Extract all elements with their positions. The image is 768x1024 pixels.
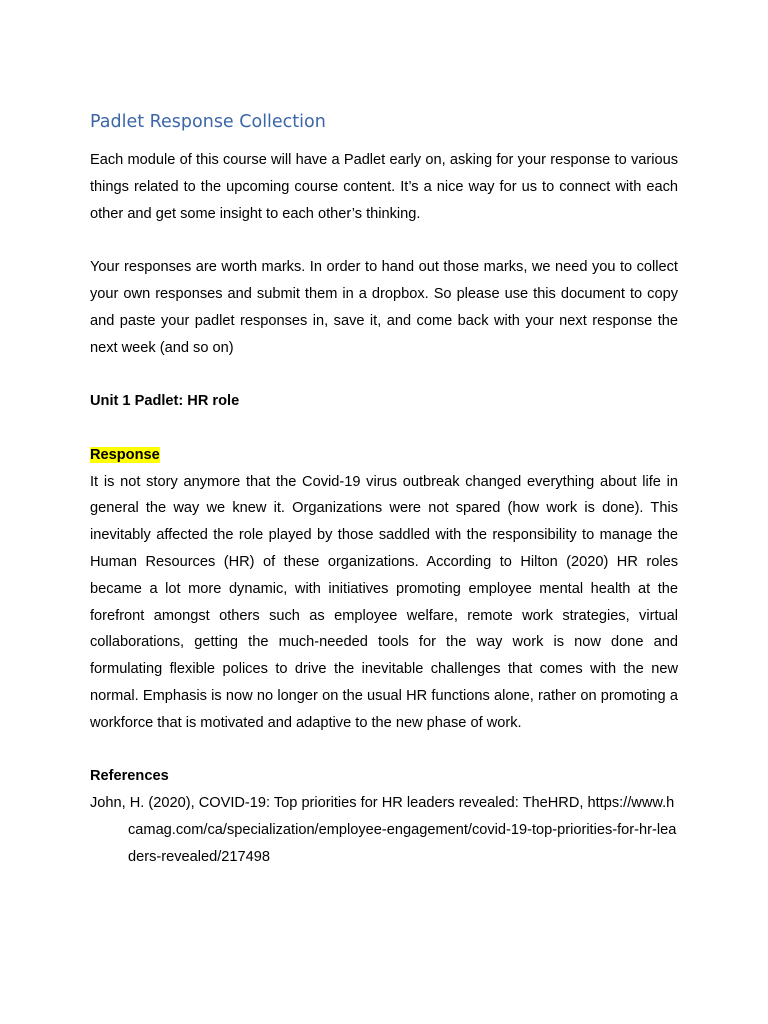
document-body — [90, 108, 678, 871]
response-heading-line — [90, 442, 678, 469]
document-title: Padlet Response Collection — [90, 112, 326, 132]
response-text: It is not story anymore that the Covid-19 virus outbreak changed everything about life in general the way we knew it. Organizations were not spared (how work is done). This inevitably affected the role played by those saddled with the responsibility to manage the Human Resources (HR) of these organizations. According to Hilton (2020) HR roles became a lot more dynamic, with initiatives promoting employee mental health at the forefront amongst others such as employee welfare, remote work strategies, virtual collaborations, getting the much-needed tools for the way work is now done and formulating flexible polices to drive the inevitable challenges that comes with the new normal. Emphasis is now no longer on the usual HR functions alone, rather on promoting a workforce that is motivated and adaptive to the new phase of work. — [90, 473, 678, 731]
reference-citation: John, H. (2020), COVID-19: Top priorities for HR leaders revealed: TheHRD, — [90, 795, 584, 812]
reference-entry — [90, 790, 678, 870]
references-heading: References — [90, 768, 169, 785]
intro-paragraph-2: Your responses are worth marks. In order to hand out those marks, we need you to collect your own responses and submit them in a dropbox. So please use this document to copy and paste your padlet responses in, save it, and come back with your next response the next week (and so on) — [90, 259, 678, 356]
intro-paragraph-1: Each module of this course will have a Padlet early on, asking for your response to various things related to the upcoming course content. It’s a nice way for us to connect with each other and get some insight to each other’s thinking. — [90, 152, 678, 222]
response-heading: Response — [90, 446, 160, 463]
unit-heading: Unit 1 Padlet: HR role — [90, 393, 240, 410]
reference-url: https://www.hcamag.com/ca/specialization/employee-engagement/covid-19-top-priorities-for-hr-leaders-revealed/217498 — [128, 795, 677, 865]
